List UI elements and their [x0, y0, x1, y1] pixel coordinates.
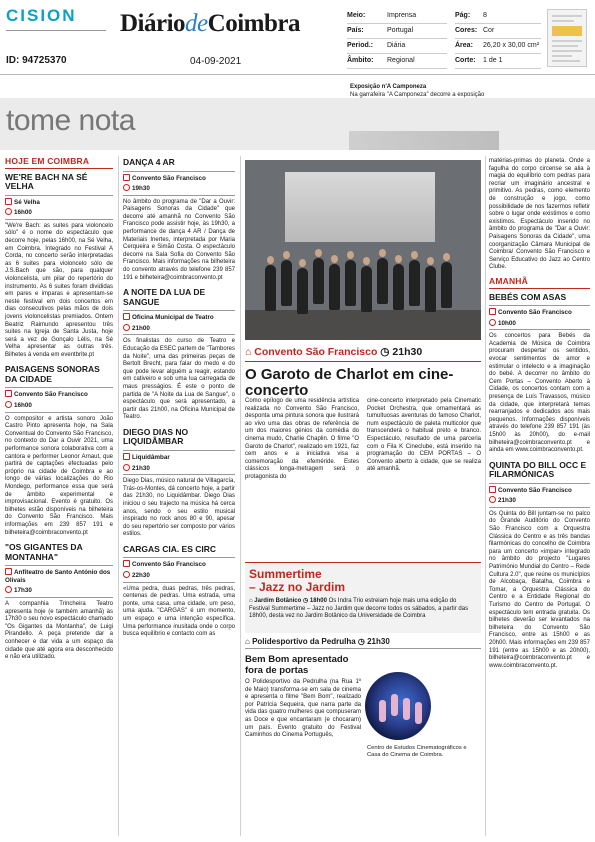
event-place	[5, 195, 113, 208]
divider	[6, 30, 106, 31]
event-time	[5, 207, 113, 220]
meta-value: 8	[483, 12, 487, 19]
divider	[245, 648, 481, 649]
id-value: 94725370	[22, 55, 67, 66]
column-divider	[485, 156, 486, 836]
column-events-2	[123, 158, 235, 642]
meta-value: 1 de 1	[483, 57, 503, 64]
title-part: – Jazz no Jardim	[249, 580, 346, 594]
event-title: CARGAS CIA. ES CIRC	[123, 543, 217, 554]
time-label: 16h00	[14, 402, 32, 410]
article-text: cine-concerto interpretado pela Cinematic Pocket Orchestra, que ornamentará as tumultuosas aventuras do famoso Charlot, num espectáculo de paleta multicolor que transcenderá o habitual preto e branco. Espectáculo, resultado de uma parceria com o Fila K Cineclube, está inserido na programação do CEM PORTAS – O Convento aberto à cidade, que se realiza até amanhã.	[367, 398, 481, 473]
column-hoje	[5, 158, 113, 665]
main-location	[245, 346, 481, 358]
summertime-text: Os Indra Trio estreiam hoje mais uma edição do Festival Summertime – Jazz no Jardim que decorre todos os sábados, a partir das 18h00, desta vez no Jardim Botânico da Universidade de Coimbra	[249, 598, 469, 620]
time-label: 21h30	[498, 497, 516, 505]
exhibition-text: Na garrafeira "A Camponeza" decorre a exposição	[350, 91, 485, 98]
meta-label: Âmbito:	[347, 57, 374, 64]
time-label: 21h30	[132, 464, 150, 472]
clock-icon: ◷	[380, 346, 390, 358]
location-icon	[5, 198, 12, 205]
meta-row	[347, 54, 447, 69]
place-label: Liquidâmbar	[132, 453, 170, 461]
summertime-inner	[245, 563, 481, 621]
event-title: DANÇA 4 AR	[123, 157, 175, 167]
meta-row	[347, 39, 447, 54]
meta-row	[347, 24, 447, 39]
event-text: Os Quinta do Bill juntam-se no palco do Grande Auditório do Convento São Francisco com a Orquestra Clássica do Centro e as três bandas filarmónicas do concelho de Coimbra para um concerto «impar» integrado no âmbito do projecto "Lugares Património Mundial do Centro – Rede Cultura 2.0", que reúne os municípios de Alcobaça, Batalha, Coimbra e Tomar, a Orquestra Clássica do Centro e a Entidade Regional do Turismo do Centro de Portugal. O espectáculo tem entrada gratuita. Os bilhetes deverão ser levantados na bilheteira do Convento São Francisco, entre as 15h00 e as 20h00. Mais informações em 239 857 191 (entre as 15h00 e as 20h00), bilheteira@coimbraconvento.pt e www.coimbraconvento.pt.	[489, 510, 590, 669]
event-text: O compositor e artista sonoro João Castro Pinto apresenta hoje, na Sala Conventual do Convento São Francisco, no contexto do Dar a Ouvir 2021, uma performance sonora colaborativa com a cantora e performer Leonor Arnaut, que partirá de captações efectuadas pelo próprio na cidade de Coimbra e ao longo de várias localizações do Rio Mondego, performance essa que será de âmbito experimental e improvisacional. Evento é gratuito. Os bilhetes estão disponíveis na bilheteira do Convento São Francisco. Mais informações em 239 857 191 e bilheteira@coimbraconvento.pt	[5, 415, 113, 536]
event-text: A companhia Trincheira Teatro apresenta hoje (e também amanhã) às 17h30 o seu novo espectáculo chamado "Os Gigantes da Montanha", de Luigi Pirandello. A peça pretende dar a conhecer e dar vida a um espaço da cidade que até agora era desconhecido e não era utilizado.	[5, 600, 113, 661]
bem-headline: Bem Bom apresentado fora de portas	[245, 654, 349, 676]
bem-caption: Centro de Estudos Cinematográficos e Casa do Cinema de Coimbra.	[367, 745, 467, 758]
place-label: Jardim Botânico	[254, 598, 302, 604]
meta-value: Diária	[387, 42, 406, 49]
clock-icon	[5, 208, 12, 215]
event-text: matérias-primas do planeta. Onde a fagulha do corpo circense se alia à magia do equilíbrio com pedras para recriar um imaginário ancestral e primitivo. As pedras, como elemento de construção e jogo, como possibilidade de nos fazermos refletir sobre o lugar onde existimos e como existimos. Espectáculo inserido no âmbito do programa de "Dar a Ouvir: Paisagens Sonoras da Cidade", uma coorganização Câmara Municipal de Coimbra/ Convento São Francisco e Serviço Educativo do Jazz ao Centro Clube.	[489, 158, 590, 271]
meta-label: Period.:	[347, 42, 374, 49]
place-label: Convento São Francisco	[498, 309, 572, 316]
place-label: Convento São Francisco	[132, 561, 206, 569]
clock-icon	[123, 464, 130, 471]
meta-row	[455, 9, 541, 24]
event-title: "OS GIGANTES DA MONTANHA"	[5, 542, 83, 562]
event-title: PAISAGENS SONORAS DA CIDADE	[5, 364, 100, 384]
event-text: No âmbito do programa de "Dar a Ouvir: Paisagens Sonoras da Cidade" que decorre até amanhã no Convento São Francisco pode assistir hoje, às 19h30, a performance de dança 4 AR / Dança de Materiais Inertes, interpretada por Maria Cerqueira e Simão Costa. O espectáculo decorre na Sala Sofia do Convento São Francisco. Mais informações na bilheteira do convento através do telefone 239 857 191 e bilheteira@coimbraconvento.pt	[123, 198, 235, 281]
section-title: tome nota	[6, 104, 135, 137]
place-label: Convento São Francisco	[498, 486, 572, 494]
location-icon: ⌂	[245, 637, 250, 646]
event-place	[489, 483, 590, 496]
meta-label: Cores:	[455, 27, 478, 34]
location-icon	[123, 313, 130, 320]
time-label: 19h30	[132, 185, 150, 193]
clock-icon: ◷	[357, 637, 365, 646]
clock-icon	[5, 401, 12, 408]
main-text-col2	[367, 398, 481, 477]
time-label: 16h00	[14, 209, 32, 217]
masthead-part: Coimbra	[207, 10, 300, 37]
clock-icon	[5, 586, 12, 593]
event-title: QUINTA DO BILL OCC E FILARMÓNICAS	[489, 459, 587, 480]
time-label: 18h00	[309, 598, 327, 604]
divider	[0, 74, 595, 75]
time-label: 21h00	[132, 324, 150, 332]
summertime-box	[245, 563, 481, 633]
meta-value: Imprensa	[387, 12, 417, 19]
meta-row	[455, 24, 541, 39]
section-heading: HOJE EM COIMBRA	[5, 158, 113, 169]
main-headline: O Garoto de Charlot em cine-concerto	[245, 366, 454, 399]
stage-floor	[245, 310, 481, 340]
clock-icon	[123, 571, 130, 578]
meta-label: País:	[347, 27, 364, 34]
event-place	[123, 450, 235, 463]
place-label: Polidesportivo da Pedrulha	[252, 637, 356, 646]
divider	[245, 361, 481, 362]
location-icon	[123, 453, 130, 460]
main-text-col1	[245, 398, 359, 485]
exhibition-photo	[349, 131, 499, 150]
meta-left	[347, 9, 447, 69]
location-icon	[5, 568, 12, 575]
event-place	[123, 310, 235, 323]
event-text: Os finalistas do curso de Teatro e Educação da ESEC partem de "Tambores da Noite", uma das primeiras peças de Bertolt Brecht, para falar do medo e do que pode levar alguém a reagir, estando em cativeiro e sob uma lua carregada de maus presságios. É este o ponto de partida de "A Noite da Lua de Sangue", o espectáculo que será apresentado, a partir das 21h00, na Oficina Municipal de Teatro.	[123, 338, 235, 421]
clock-icon	[489, 496, 496, 503]
masthead-part: Diário	[120, 10, 186, 37]
time-label: 21h30	[367, 637, 390, 646]
event-text: Os concertos para Bebés da Academia de Música de Coimbra procuram despertar os sentidos, evocar sentimentos de amor e estimular o intelecto e a imaginação do bebé. A decorrer no âmbito do Cem Portas – Convento Aberto à Cidade, os concertos contam com a presença de Luís Travassos, músico da cidade, que interpretará temas rearranjados e dedicados aos mais pequenos. Informações disponíveis através do telefone 239 857 191 (às 15h00 às 20h00), do e-mail bilheteira@coimbraconvento.pt e ainda em www.coimbraconvento.pt.	[489, 333, 590, 454]
event-time	[5, 400, 113, 413]
event-time	[123, 463, 235, 476]
meta-row	[455, 54, 541, 69]
id-label: ID:	[6, 55, 20, 66]
title-part: Summertime	[249, 567, 322, 581]
section-heading: AMANHÃ	[489, 278, 590, 289]
article-text: O Polidesportivo da Pedrulha (na Rua 1º de Maio) transforma-se em sala de cinema e apresenta o filme "Bem Bom", realizado por Patrícia Sequeira, que narra parte da vida das quatro mulheres que compuseram as Doce e que encantaram (e chocaram) um país. Evento gratuito do Festival Caminhos do Cinema Português,	[245, 679, 361, 739]
bem-bom-header	[245, 637, 481, 652]
clipping-id	[6, 55, 67, 66]
meta-row	[455, 39, 541, 54]
time-label: 10h00	[498, 319, 516, 327]
meta-label: Meio:	[347, 12, 366, 19]
place-label: Anfiteatro de Santo António dos Olivais	[5, 569, 111, 584]
summertime-title	[249, 568, 477, 594]
bem-bom-photo	[365, 672, 431, 740]
location-icon	[5, 390, 12, 397]
event-text: «Uma pedra, duas pedras, três pedras, centenas de pedras. Uma estrada, uma ponte, uma casa, uma cidade, um peso, uma ajuda. "CARGAS" é um momento, um espaço e uma intenção específica. Uma performance inusitada onde o corpo busca equilíbrio e contacto com as	[123, 585, 235, 638]
event-time	[123, 323, 235, 336]
clock-icon	[123, 184, 130, 191]
meta-value: Cor	[483, 27, 495, 34]
place-label: Oficina Municipal de Teatro	[132, 314, 214, 322]
meta-value: 26,20 x 30,00 cm²	[483, 42, 540, 49]
event-text: "We're Bach: as suites para violoncelo sólo" é o nome do espectáculo que decorre hoje, pelas 16h00, na Sé Velha, em Coimbra. Integrado no Festival A Corda, no concerto serão interpretadas as 6 suites para violoncelo sólo de J.S.Bach que são, para qualquer violoncelista, um pilar do repertório do instrumento. As 6 suites foram divididas em pares e imparas e apresentam-se neste festival em dois concertos em dias consecutivos pelas mãos de dois jovens violoncelistas premiados. Ontem Beatriz Raimundo apresentou três suites na Igreja de Santa Justa, hoje será a vez de Gonçalo Lélis, na Sé Velha apresentar as outras três. Bilhetes à venda em eventbrite.pt	[5, 222, 113, 358]
event-place	[123, 171, 235, 184]
column-divider	[118, 156, 119, 836]
event-time	[123, 570, 235, 583]
event-place	[5, 387, 113, 400]
meta-label: Corte:	[455, 57, 476, 64]
concert-photo	[245, 160, 481, 340]
place-label: Convento São Francisco	[14, 391, 88, 399]
time-label: 17h30	[14, 587, 32, 595]
time-label: 21h30	[392, 346, 423, 358]
meta-value: Regional	[387, 57, 415, 64]
location-icon	[489, 486, 496, 493]
location-icon	[489, 308, 496, 315]
masthead-part: de	[185, 10, 208, 37]
projection-screen	[285, 172, 435, 242]
event-time	[123, 183, 235, 196]
time-label: 22h30	[132, 571, 150, 579]
meta-label: Pág:	[455, 12, 471, 19]
clock-icon: ◷	[302, 598, 309, 604]
main-article-header	[245, 346, 481, 399]
location-icon	[123, 174, 130, 181]
cision-logo: CISION	[6, 6, 77, 25]
event-time	[5, 585, 113, 598]
event-place	[123, 557, 235, 570]
meta-value: Portugal	[387, 27, 414, 34]
meta-label: Área:	[455, 42, 473, 49]
column-divider	[240, 156, 241, 836]
event-text: Diego Dias, músico natural de Villagarcía, Trás-os-Montes, dá concerto hoje, a partir das 21h30, no Liquidâmbar. Diego Dias iniciou o seu trajecto na música há cerca anos, sendo o seu estilo musical inspirado no rock anos 80 e 90, apesar do seu repertório ser composto por vários estilos.	[123, 478, 235, 538]
place-label: Convento São Francisco	[254, 346, 378, 358]
newspaper-masthead	[120, 10, 300, 38]
event-title: BEBÉS COM ASAS	[489, 291, 567, 302]
event-title: DIEGO DIAS NO LIQUIDÂMBAR	[123, 426, 189, 447]
summertime-body	[249, 598, 477, 621]
location-icon	[123, 560, 130, 567]
event-title: WE'RE BACH NA SÉ VELHA	[5, 171, 88, 192]
meta-row	[347, 9, 447, 24]
place-label: Sé Velha	[14, 198, 40, 206]
clock-icon	[123, 324, 130, 331]
event-place	[5, 565, 113, 585]
place-label: Convento São Francisco	[132, 174, 206, 182]
exhibition-title: Exposição n'A Camponeza	[350, 84, 427, 90]
location-icon: ⌂	[245, 346, 252, 358]
event-title: A NOITE DA LUA DE SANGUE	[123, 287, 206, 307]
publication-date: 04-09-2021	[190, 56, 242, 67]
event-time	[489, 318, 590, 331]
column-amanha	[489, 158, 590, 673]
page-thumbnail	[547, 9, 587, 67]
clock-icon	[489, 319, 496, 326]
event-time	[489, 495, 590, 508]
event-place	[489, 305, 590, 318]
location-icon: ⌂	[249, 598, 253, 604]
bem-location	[245, 637, 481, 646]
article-text: Como epílogo de uma residência artística realizada no Convento São Francisco, desponta uma pintura sonora que ilustrará ao vivo uma das obras de referência de um dos maiores génios da comédia do cinema mudo, Charlie Chaplin. O filme "O Garoto de Charlot", realizado em 1921, faz cem anos e a iniciativa visa a comemoração da efeméride. Estes clássicos longa-metragem será o protagonista do	[245, 398, 359, 480]
bem-bom-article	[245, 655, 361, 743]
meta-right	[455, 9, 541, 69]
